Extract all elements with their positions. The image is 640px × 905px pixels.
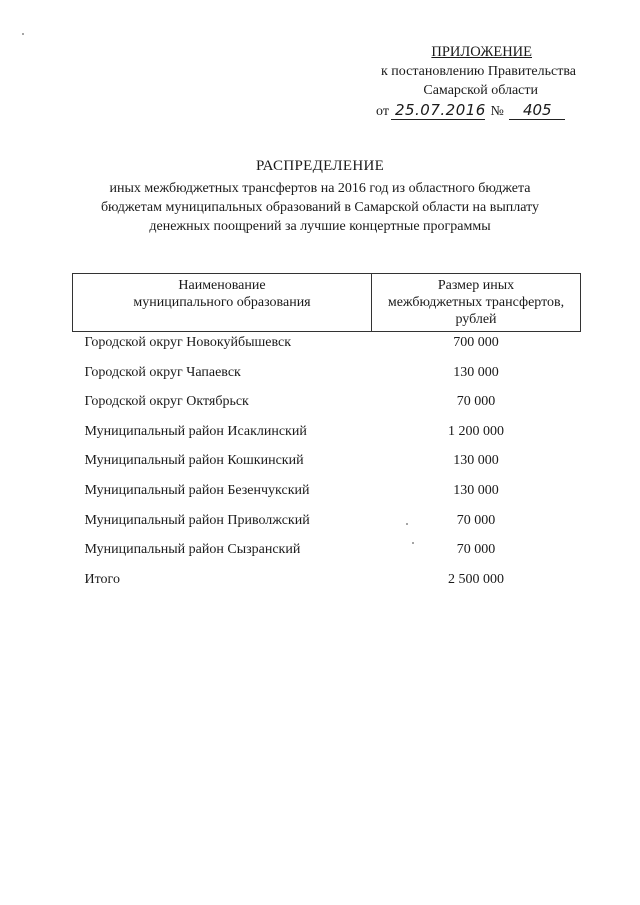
transfer-amount: 70 000 [456, 394, 496, 410]
table-row [73, 362, 581, 392]
scan-speck [22, 33, 24, 35]
table-row [73, 539, 581, 569]
date-prefix: от [376, 104, 389, 119]
appendix-line-1: к постановлению Правительства [380, 64, 576, 79]
handwritten-number: 405 [509, 101, 565, 120]
municipality-name: Муниципальный район Кошкинский [84, 453, 304, 469]
distribution-table [72, 273, 581, 598]
appendix-line-2: Самарской области [423, 83, 538, 98]
subtitle-line-1: иных межбюджетных трансфертов на 2016 год из областного бюджета [109, 181, 531, 196]
handwritten-date: 25.07.2016 [391, 101, 485, 120]
table-row [73, 480, 581, 510]
municipality-name: Муниципальный район Приволжский [84, 512, 310, 528]
header-text: муниципального образования [133, 295, 311, 310]
table-row [73, 450, 581, 480]
transfer-amount: 1 200 000 [448, 423, 504, 439]
total-row [73, 569, 581, 599]
municipality-name: Городской округ Чапаевск [84, 364, 241, 380]
table-row [73, 391, 581, 421]
municipality-name: Муниципальный район Сызранский [84, 542, 301, 558]
transfer-amount: 70 000 [456, 542, 496, 558]
transfer-amount: 700 000 [453, 335, 499, 350]
transfer-amount: 70 000 [456, 512, 496, 528]
scan-speck [412, 542, 414, 544]
municipality-name: Муниципальный район Безенчукский [84, 482, 310, 498]
column-header-amount [372, 274, 581, 332]
date-number-line [376, 101, 567, 120]
transfer-amount: 130 000 [453, 364, 499, 380]
column-header-name [73, 274, 372, 332]
header-text: Размер иных [437, 278, 515, 293]
document-subtitle [60, 179, 580, 236]
transfer-amount: 130 000 [453, 482, 499, 498]
total-label: Итого [84, 571, 120, 587]
municipality-name: Городской округ Октябрьск [84, 394, 249, 410]
table-header-row [73, 274, 581, 332]
header-text: межбюджетных трансфертов, [387, 295, 565, 310]
municipality-name: Муниципальный район Исаклинский [84, 423, 307, 439]
total-amount: 2 500 000 [448, 571, 504, 587]
scan-speck [406, 523, 408, 525]
table-row [73, 510, 581, 540]
appendix-title: ПРИЛОЖЕНИЕ [431, 44, 532, 60]
transfer-amount: 130 000 [453, 453, 499, 469]
municipality-name: Городской округ Новокуйбышевск [84, 335, 292, 350]
table-row [73, 332, 581, 362]
document-title: РАСПРЕДЕЛЕНИЕ [255, 158, 385, 174]
document-heading [0, 158, 640, 236]
header-text: рублей [455, 312, 497, 327]
header-text: Наименование [178, 278, 266, 293]
subtitle-line-3: денежных поощрений за лучшие концертные программы [149, 219, 491, 234]
table-row [73, 421, 581, 451]
number-prefix: № [490, 104, 504, 119]
subtitle-line-2: бюджетам муниципальных образований в Самарской области на выплату [100, 200, 540, 215]
